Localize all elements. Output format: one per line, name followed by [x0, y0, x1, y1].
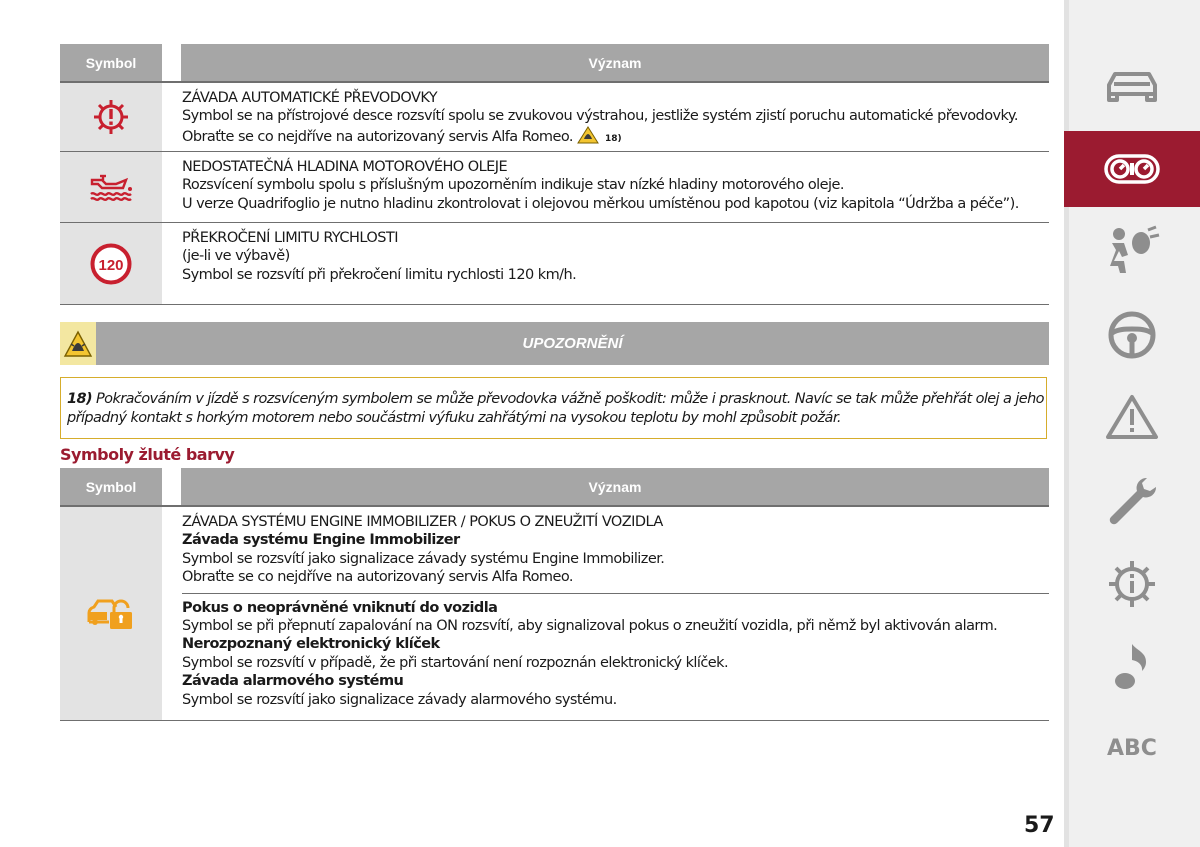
row-title: PŘEKROČENÍ LIMITU RYCHLOSTI	[182, 230, 398, 246]
warning-note	[60, 377, 1047, 439]
symbol-cell	[60, 507, 162, 720]
row-title: ZÁVADA SYSTÉMU ENGINE IMMOBILIZER / POKUS O ZNEUŽITÍ VOZIDLA	[182, 514, 663, 530]
sidebar-item-technical[interactable]	[1064, 546, 1200, 622]
gear-info-icon	[1105, 557, 1159, 611]
airbag-icon	[1104, 225, 1160, 277]
header-symbol: Symbol	[60, 468, 162, 505]
symbol-cell	[60, 223, 162, 304]
sidebar-item-multimedia[interactable]	[1064, 628, 1200, 704]
row-text: Symbol se na přístrojové desce rozsvítí spolu se zvukovou výstrahou, jestliže systém zjistí poruchu automatické převodovky.	[182, 108, 1018, 125]
yellow-symbols-table	[60, 468, 1049, 721]
subheading-text: Závada systému Engine Immobilizer	[182, 532, 460, 549]
warning-symbol-icon	[63, 330, 93, 358]
note-reference[interactable]: 18)	[604, 133, 622, 144]
gear-exclamation-icon	[91, 97, 131, 137]
row-text: Obraťte se co nejdříve na autorizovaný servis Alfa Romeo.	[182, 569, 573, 586]
warning-title: UPOZORNĚNÍ	[96, 322, 1049, 365]
table-row	[60, 223, 1049, 305]
meaning-cell	[181, 507, 1049, 716]
sidebar-item-index[interactable]	[1064, 710, 1200, 786]
car-icon	[1103, 66, 1161, 106]
wrench-icon	[1105, 474, 1159, 528]
meaning-cell	[181, 223, 1049, 291]
sidebar-item-driving[interactable]	[1064, 297, 1200, 373]
meaning-cell	[181, 83, 1049, 155]
header-meaning: Význam	[181, 44, 1049, 81]
music-note-icon	[1112, 640, 1152, 692]
header-meaning: Význam	[181, 468, 1049, 505]
speed-limit-120-icon	[90, 243, 132, 285]
row-subheading	[182, 531, 1049, 549]
note-text: Pokračováním v jízdě s rozsvíceným symbolem se může převodovka vážně poškodit: může i prasknout. Navíc se tak může přehřát olej a jeho	[92, 391, 1044, 407]
note-number: 18)	[67, 391, 93, 407]
row-title: ZÁVADA AUTOMATICKÉ PŘEVODOVKY	[182, 90, 438, 106]
row-text: (je-li ve výbavě)	[182, 248, 290, 265]
sidebar-item-car[interactable]	[1064, 48, 1200, 124]
warning-triangle-icon	[1105, 393, 1159, 441]
row-text: Rozsvícení symbolu spolu s příslušným upozorněním indikuje stav nízké hladiny motorového oleje.	[182, 177, 844, 194]
table-header	[60, 468, 1049, 505]
meaning-cell	[181, 152, 1049, 220]
table-row	[60, 152, 1049, 223]
note-line	[67, 390, 1044, 409]
sidebar-item-emergency[interactable]	[1064, 379, 1200, 455]
symbol-cell	[60, 152, 162, 222]
row-text	[182, 126, 1049, 148]
row-text: Symbol se rozsvítí jako signalizace závady systému Engine Immobilizer.	[182, 550, 665, 567]
subheading-text: Pokus o neoprávněné vniknutí do vozidla	[182, 599, 498, 616]
row-text: Symbol se rozsvítí při překročení limitu rychlosti 120 km/h.	[182, 266, 577, 283]
index-label: ABC	[1107, 735, 1157, 761]
note-text: případný kontakt s horkým motorem nebo součástmi výfuku zahřátými na vysokou teplotu by mohl způsobit požár.	[67, 410, 841, 426]
section-title: Symboly žluté barvy	[60, 445, 235, 464]
car-lock-icon	[86, 596, 136, 632]
sidebar-item-safety[interactable]	[1064, 213, 1200, 289]
row-subheading	[182, 635, 1049, 653]
row-text: Symbol se rozsvítí v případě, že při startování není rozpoznán elektronický klíček.	[182, 654, 729, 671]
row-subsection	[182, 593, 1049, 709]
row-text: U verze Quadrifoglio je nutno hladinu zkontrolovat i olejovou měrkou umístěnou pod kapotou (viz kapitola “Údržba a péče”).	[182, 195, 1019, 212]
red-symbols-table	[60, 44, 1049, 305]
speed-limit-value: 120	[98, 256, 124, 274]
header-symbol: Symbol	[60, 44, 162, 81]
symbol-cell	[60, 83, 162, 151]
row-subheading	[182, 672, 1049, 690]
table-header	[60, 44, 1049, 81]
oil-level-icon	[88, 172, 134, 202]
table-row	[60, 81, 1049, 152]
page-number: 57	[1024, 813, 1055, 838]
warning-icon-cell	[60, 322, 96, 365]
row-text-part: Obraťte se co nejdříve na autorizovaný servis Alfa Romeo.	[182, 128, 573, 145]
subheading-text: Závada alarmového systému	[182, 673, 404, 690]
chapter-sidebar	[1064, 0, 1200, 847]
row-text: Symbol se rozsvítí jako signalizace závady alarmového systému.	[182, 691, 617, 708]
row-text: Symbol se při přepnutí zapalování na ON rozsvítí, aby signalizoval pokus o zneužití vozidla, při němž byl aktivován alarm.	[182, 618, 998, 635]
table-row	[60, 505, 1049, 721]
warning-banner	[60, 322, 1049, 365]
warning-symbol-icon	[577, 126, 599, 144]
row-subheading	[182, 599, 1049, 617]
steering-wheel-icon	[1106, 309, 1158, 361]
sidebar-item-maintenance[interactable]	[1064, 463, 1200, 539]
dashboard-icon	[1103, 152, 1161, 186]
sidebar-item-dashboard[interactable]	[1064, 131, 1200, 207]
row-title: NEDOSTATEČNÁ HLADINA MOTOROVÉHO OLEJE	[182, 159, 508, 175]
subheading-text: Nerozpoznaný elektronický klíček	[182, 636, 440, 653]
